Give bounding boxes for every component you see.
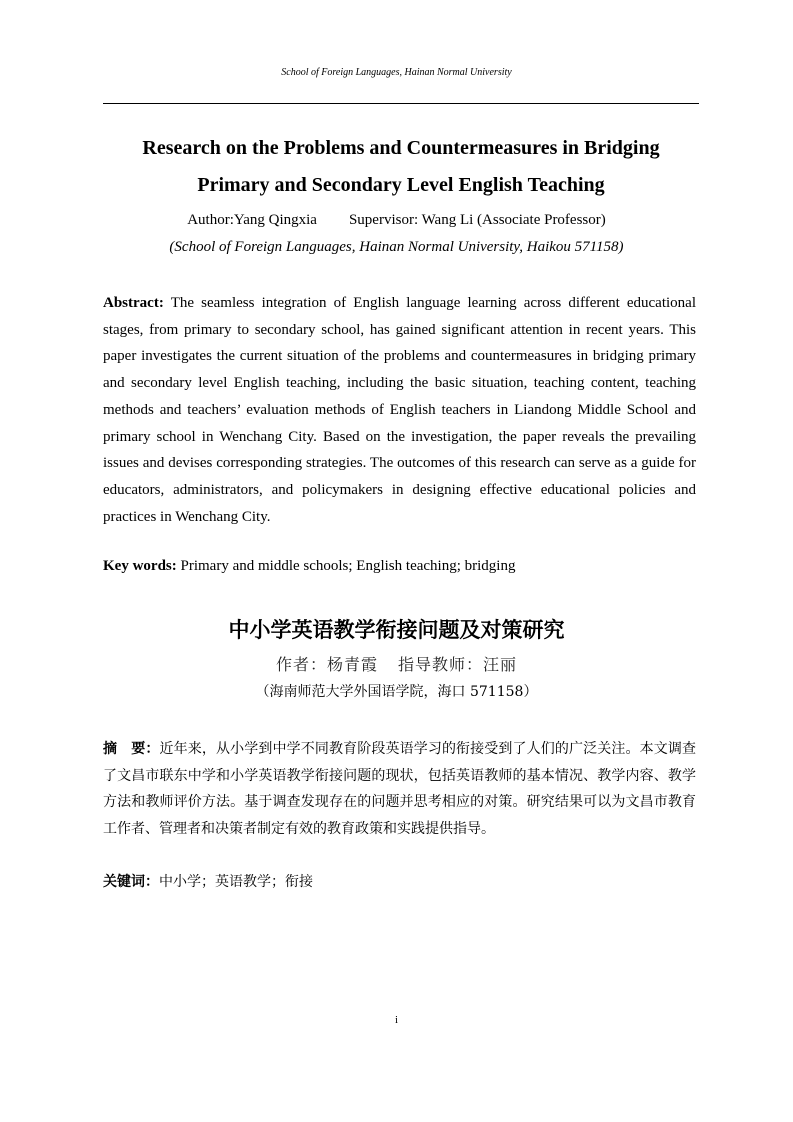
english-keywords-text: Primary and middle schools; English teaching; bridging [180,558,516,574]
english-author: Author:Yang Qingxia [187,212,317,228]
chinese-affiliation: （海南师范大学外国语学院，海口 571158） [255,684,538,700]
chinese-author: 作者：杨青霞 [275,655,378,674]
english-affiliation: (School of Foreign Languages, Hainan Normal University, Haikou 571158) [169,239,624,255]
chinese-keywords-text: 中小学；英语教学；衔接 [159,874,313,890]
english-title-line-2: Primary and Secondary Level English Teaching [197,174,605,196]
english-keywords-label: Key words: [103,558,177,574]
chinese-title: 中小学英语教学衔接问题及对策研究 [228,618,565,642]
english-abstract-label: Abstract: [103,295,164,311]
english-supervisor: Supervisor: Wang Li (Associate Professor) [348,212,606,228]
chinese-keywords [103,871,696,891]
running-header: School of Foreign Languages, Hainan Normal University [281,67,512,78]
english-abstract-text: The seamless integration of English language learning across different educational stages, from primary to secondary school, has gained significant attention in recent years. This paper investigates the current situation of the problems and countermeasures in bridging primary and secondary level English teaching, including the basic situation, teaching content, teaching methods and teachers’ evaluation methods of English teachers in Liandong Middle School and primary school in Wenchang City. Based on the investigation, the paper reveals the prevailing issues and devises corresponding strategies. The outcomes of this research can serve as a guide for educators, administrators, and policymakers in designing effective educational policies and practices in Wenchang City. [103,295,696,525]
chinese-keywords-label: 关键词： [103,874,159,890]
chinese-abstract [103,736,696,843]
english-title [80,130,722,204]
page-number: i [394,1014,399,1026]
english-title-line-1: Research on the Problems and Countermeasures in Bridging [142,137,660,159]
english-author-line [0,212,793,229]
english-abstract [103,290,696,530]
header-divider [103,103,699,104]
chinese-abstract-text: 近年来，从小学到中学不同教育阶段英语学习的衔接受到了人们的广泛关注。本文调查了文昌市联东中学和小学英语教学衔接问题的现状，包括英语教师的基本情况、教学内容、教学方法和教师评价方法。基于调查发现存在的问题并思考相应的对策。研究结果可以为文昌市教育工作者、管理者和决策者制定有效的教育政策和实践提供指导。 [103,741,697,838]
chinese-abstract-label: 摘 要： [103,741,160,757]
english-keywords [103,558,696,575]
chinese-author-line [0,652,793,675]
chinese-supervisor: 指导教师：汪丽 [398,655,518,674]
